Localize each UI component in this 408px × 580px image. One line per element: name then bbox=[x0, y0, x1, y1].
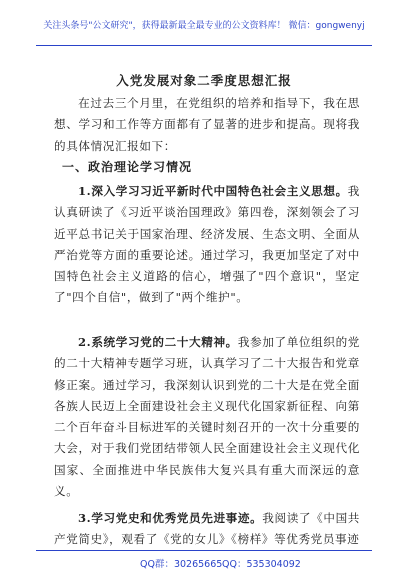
paragraph-1-text: 我认真研读了《习近平谈治国理政》第四卷，深刻领会了习近平总书记关于国家治理、经济发展、生态文明、全面从严治党等方面的重要论述。通过学习，我更加坚定了对中国特色社会主义道路的信心，增强了"四个意识"，坚定了"四个自信"，做到了"两个维护"。 bbox=[54, 184, 360, 305]
paragraph-2 bbox=[54, 332, 360, 502]
paragraph-2-text: 我参加了单位组织的党的二十大精神专题学习班，认真学习了二十大报告和党章修正案。通过学习，我深刻认识到党的二十大是在党全面各族人民迈上全面建设社会主义现代化国家新征程、向第二个百年奋斗目标进军的关键时刻召开的一次十分重要的大会，对于我们党团结带领人民全面建设社会主义现代化国家、全面推进中华民族伟大复兴具有重大而深远的意义。 bbox=[54, 335, 360, 499]
intro-text: 在过去三个月里，在党组织的培养和指导下，我在思想、学习和工作等方面都有了显著的进步和提高。现将我的具体情况汇报如下： bbox=[54, 96, 360, 153]
paragraph-2-lead: 2.系统学习党的二十大精神。 bbox=[78, 335, 238, 349]
document-title: 入党发展对象二季度思想汇报 bbox=[116, 73, 292, 88]
intro-paragraph bbox=[54, 93, 360, 157]
paragraph-3-lead: 3.学习党史和优秀党员先进事迹。 bbox=[78, 511, 263, 525]
paragraph-1 bbox=[54, 181, 360, 309]
paragraph-3-text: 我阅读了《中国共产党简史》，观看了《党的女儿》《榜样》等优秀党员事迹 bbox=[54, 511, 360, 547]
footer-qq: QQ：535304092 bbox=[222, 559, 301, 570]
section-heading: 一、政治理论学习情况 bbox=[62, 160, 193, 174]
paragraph-1-lead: 1.深入学习习近平新时代中国特色社会主义思想。 bbox=[78, 184, 348, 198]
header-divider bbox=[36, 45, 372, 46]
footer-qq-group: QQ群：30265665 bbox=[140, 559, 223, 570]
header-notice: 关注头条号"公文研究"，获得最新最全最专业的公文资料库！ 微信：gongwenyj bbox=[43, 21, 365, 31]
footer-divider bbox=[36, 550, 372, 551]
paragraph-3 bbox=[54, 508, 360, 551]
